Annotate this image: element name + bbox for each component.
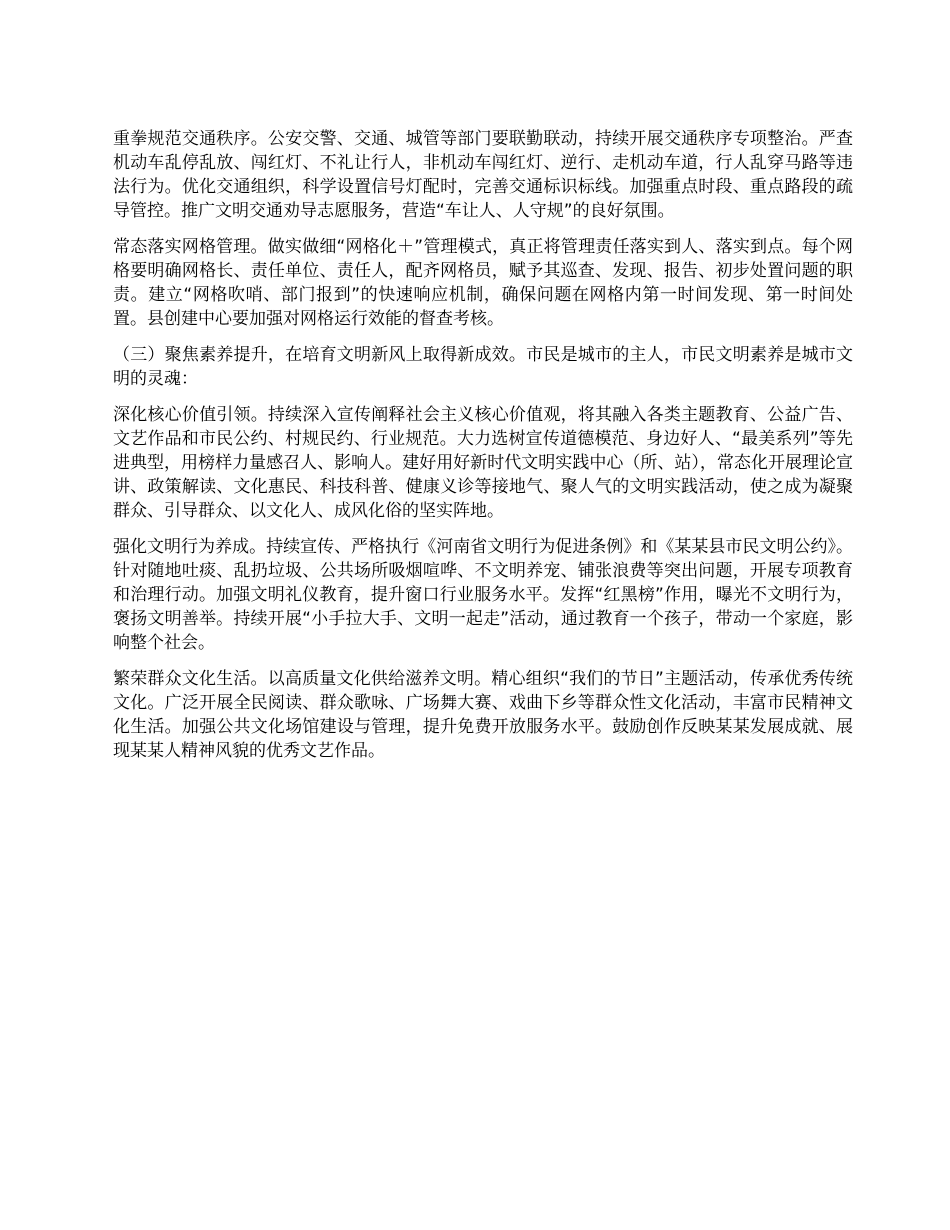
paragraph-civilized-behavior: 强化文明行为养成。持续宣传、严格执行《河南省文明行为促进条例》和《某某县市民文明公约》。针对随地吐痰、乱扔垃圾、公共场所吸烟喧哗、不文明养宠、铺张浪费等突出问题，开展专项教育和治理行动。加强文明礼仪教育，提升窗口行业服务水平。发挥“红黑榜”作用，曝光不文明行为，褒扬文明善举。持续开展“小手拉大手、文明一起走”活动，通过教育一个孩子，带动一个家庭，影响整个社会。	[113, 537, 853, 653]
paragraph-core-values: 深化核心价值引领。持续深入宣传阐释社会主义核心价值观，将其融入各类主题教育、公益广告、文艺作品和市民公约、村规民约、行业规范。大力选树宣传道德模范、身边好人、“最美系列”等先进典型，用榜样力量感召人、影响人。建好用好新时代文明实践中心（所、站），常态化开展理论宣讲、政策解读、文化惠民、科技科普、健康义诊等接地气、聚人气的文明实践活动，使之成为凝聚群众、引导群众、以文化人、成风化俗的坚实阵地。	[113, 405, 853, 521]
paragraph-grid-management: 常态落实网格管理。做实做细“网格化＋”管理模式，真正将管理责任落实到人、落实到点。每个网格要明确网格长、责任单位、责任人，配齐网格员，赋予其巡查、发现、报告、初步处置问题的职责。建立“网格吹哨、部门报到”的快速响应机制，确保问题在网格内第一时间发现、第一时间处置。县创建中心要加强对网格运行效能的督查考核。	[113, 237, 853, 329]
paragraph-section-heading: （三）聚焦素养提升，在培育文明新风上取得新成效。市民是城市的主人，市民文明素养是城市文明的灵魂：	[113, 345, 853, 389]
paragraph-traffic-order: 重拳规范交通秩序。公安交警、交通、城管等部门要联勤联动，持续开展交通秩序专项整治。严查机动车乱停乱放、闯红灯、不礼让行人，非机动车闯红灯、逆行、走机动车道，行人乱穿马路等违法行为。优化交通组织，科学设置信号灯配时，完善交通标识标线。加强重点时段、重点路段的疏导管控。推广文明交通劝导志愿服务，营造“车让人、人守规”的良好氛围。	[113, 129, 853, 221]
document-body	[113, 127, 853, 775]
paragraph-cultural-life: 繁荣群众文化生活。以高质量文化供给滋养文明。精心组织“我们的节日”主题活动，传承优秀传统文化。广泛开展全民阅读、群众歌咏、广场舞大赛、戏曲下乡等群众性文化活动，丰富市民精神文化生活。加强公共文化场馆建设与管理，提升免费开放服务水平。鼓励创作反映某某发展成就、展现某某人精神风貌的优秀文艺作品。	[113, 669, 853, 761]
